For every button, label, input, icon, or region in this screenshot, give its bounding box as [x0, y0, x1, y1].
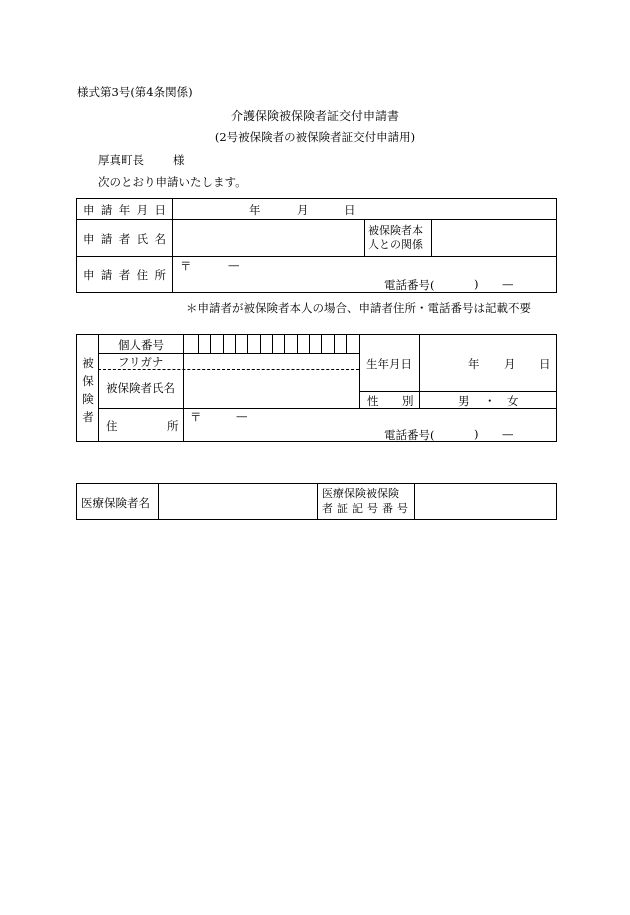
- addressee-honorific: 様: [173, 153, 185, 167]
- birth-month: 月: [504, 357, 516, 371]
- gender-label-1: 性: [367, 394, 379, 408]
- medical-insurer-field[interactable]: [159, 484, 317, 519]
- medical-number-field[interactable]: [415, 484, 556, 519]
- birth-year: 年: [468, 357, 480, 371]
- form-subtitle: (2号被保険者の被保険者証交付申請用): [214, 130, 416, 144]
- personal-number-label: 個人番号: [118, 338, 164, 352]
- intro-text: 次のとおり申請いたします。: [98, 175, 247, 189]
- insured-address-field[interactable]: [184, 409, 556, 441]
- birth-day: 日: [539, 357, 551, 371]
- personal-number-cells[interactable]: [198, 334, 346, 353]
- applicant-postal-mark: 〒: [180, 259, 192, 273]
- form-number: 様式第3号(第4条関係): [77, 85, 193, 99]
- applicant-phone-close: ): [474, 277, 479, 291]
- applicant-postal-dash: —: [228, 258, 240, 272]
- insured-group-label: 被 保 険 者: [82, 356, 94, 424]
- birth-date-field[interactable]: [420, 335, 556, 391]
- medical-number-label-1: 医療保険被保険: [322, 487, 399, 500]
- applicant-name-label: 申 請 者 氏 名: [83, 232, 166, 246]
- gender-separator: ・: [484, 394, 496, 408]
- insured-name-field[interactable]: [184, 370, 358, 408]
- applicant-phone-dash: —: [502, 277, 514, 291]
- gender-male-option[interactable]: 男: [458, 394, 470, 408]
- medical-number-label-2: 者 証 記 号 番 号: [322, 502, 408, 515]
- application-date-day: 日: [344, 203, 356, 217]
- application-date-year: 年: [249, 203, 261, 217]
- relation-label-line1: 被保険者本: [368, 224, 423, 237]
- relation-field[interactable]: [432, 220, 556, 256]
- applicant-address-label: 申 請 者 住 所: [83, 268, 166, 282]
- addressee: 厚真町長: [98, 153, 144, 167]
- applicant-phone-label: 電話番号(: [384, 278, 435, 292]
- insured-phone-close: ): [474, 427, 479, 441]
- insured-postal-mark: 〒: [190, 410, 202, 424]
- gender-female-option[interactable]: 女: [507, 394, 519, 408]
- application-date-month: 月: [297, 203, 309, 217]
- furigana-label: フリガナ: [118, 355, 164, 369]
- application-date-field[interactable]: [173, 199, 556, 219]
- medical-insurer-label: 医療保険者名: [81, 496, 150, 510]
- applicant-name-field[interactable]: [173, 220, 364, 256]
- insured-phone-label: 電話番号(: [384, 428, 435, 442]
- insured-address-label-2: 所: [167, 419, 179, 433]
- applicant-note: ＊申請者が被保険者本人の場合、申請者住所・電話番号は記載不要: [186, 301, 531, 315]
- insured-phone-dash: —: [502, 427, 514, 441]
- relation-label-line2: 人との関係: [368, 238, 423, 251]
- birth-date-label: 生年月日: [366, 357, 412, 371]
- applicant-address-field[interactable]: [173, 257, 556, 292]
- application-date-label: 申 請 年 月 日: [83, 203, 166, 217]
- gender-label-2: 別: [402, 394, 414, 408]
- furigana-field[interactable]: [184, 354, 358, 369]
- insured-address-label-1: 住: [106, 419, 118, 433]
- insured-name-label: 被保険者氏名: [106, 381, 175, 395]
- insured-postal-dash: —: [236, 409, 248, 423]
- form-title: 介護保険被保険者証交付申請書: [230, 109, 399, 123]
